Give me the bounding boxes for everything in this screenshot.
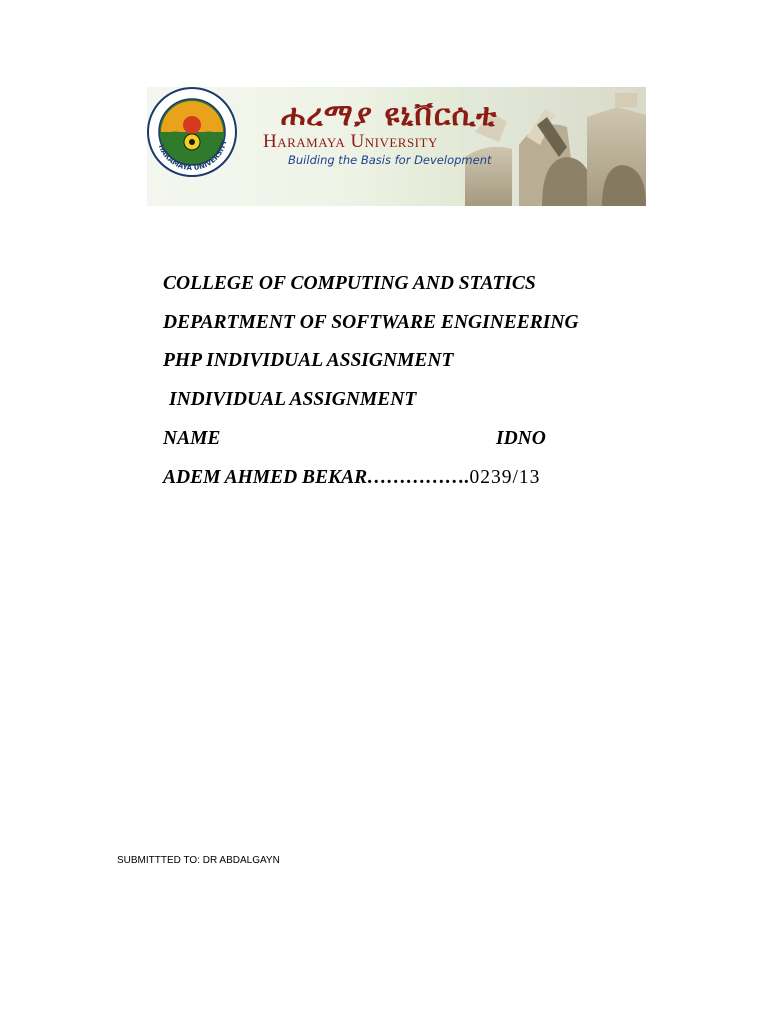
university-tagline: Building the Basis for Development: [288, 153, 492, 167]
assignment-subtitle: INDIVIDUAL ASSIGNMENT: [169, 389, 417, 410]
department-line: DEPARTMENT OF SOFTWARE ENGINEERING: [163, 312, 579, 333]
svg-text:HARAMAYA UNIVERSITY: HARAMAYA UNIVERSITY: [156, 139, 229, 173]
college-line: COLLEGE OF COMPUTING AND STATICS: [163, 273, 536, 294]
university-banner: [147, 87, 646, 206]
name-header: NAME: [163, 428, 221, 449]
student-row: [163, 468, 540, 488]
student-id: 0239/13: [469, 467, 541, 488]
assignment-line: PHP INDIVIDUAL ASSIGNMENT: [163, 350, 454, 371]
ethiopic-university-name: ሐረማያ ዩኒቨርሲቲ: [281, 98, 498, 133]
student-name: ADEM AHMED BEKAR…………….: [163, 467, 470, 488]
university-name: Haramaya University: [263, 131, 438, 152]
idno-header: IDNO: [496, 428, 546, 449]
university-seal-logo: [147, 87, 237, 177]
submitted-to: SUBMITTTED TO: DR ABDALGAYN: [117, 855, 280, 866]
